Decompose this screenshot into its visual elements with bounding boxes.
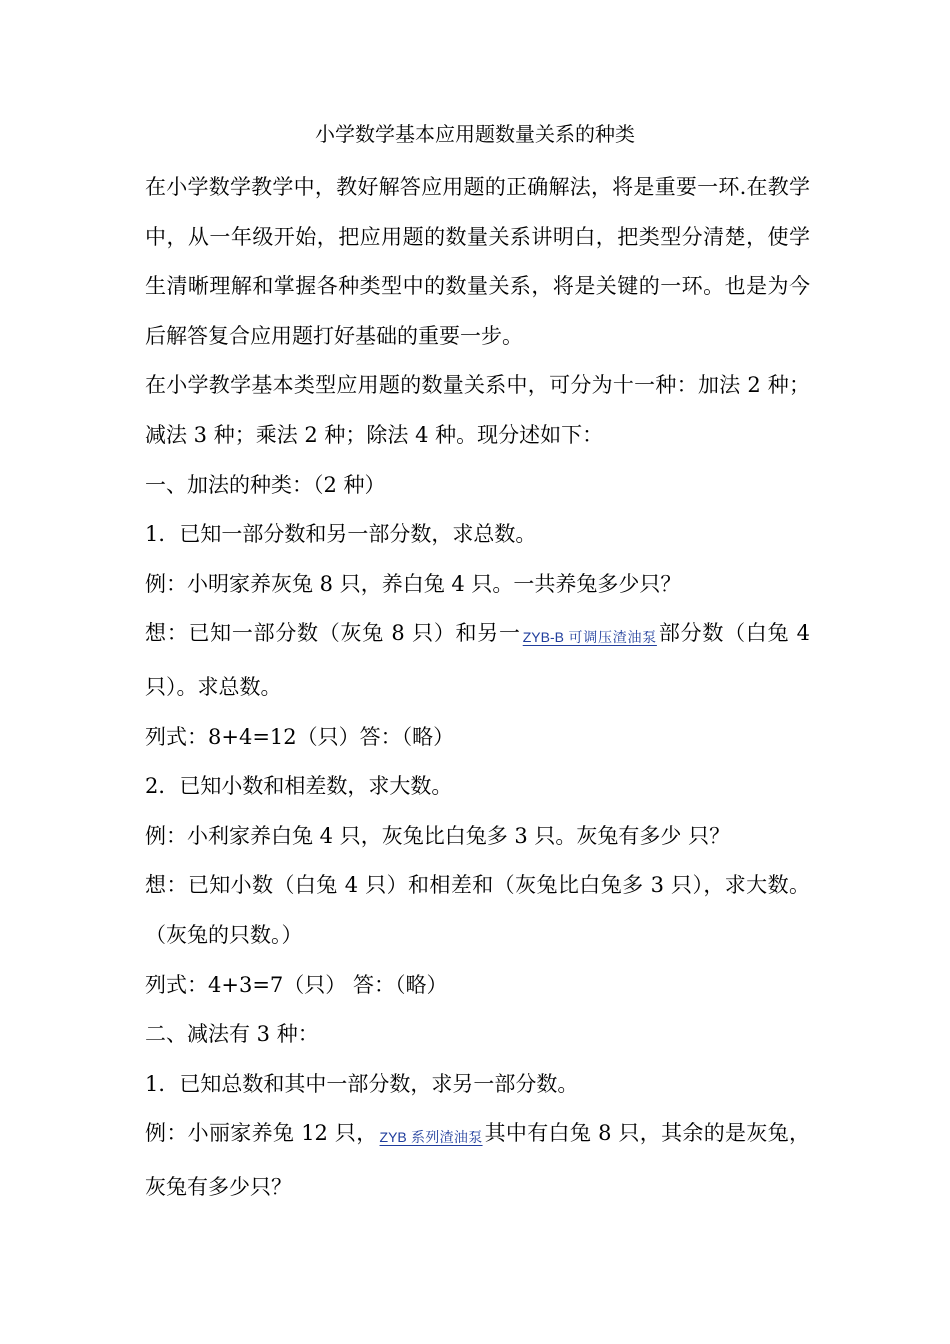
example-text-start: 例：小丽家养兔 12 只，	[145, 1121, 378, 1146]
addition-item-1-think	[145, 609, 810, 712]
intro-paragraph: 在小学数学教学中，教好解答应用题的正确解法，将是重要一环.在教学中，从一年级开始，把应用题的数量关系讲明白，把类型分清楚，使学生清晰理解和掌握各种类型中的数量关系，将是关键的一环。也是为今后解答复合应用题打好基础的重要一步。	[145, 175, 810, 348]
think-text-start: 想：已知一部分数（灰兔 8 只）和另一	[145, 621, 521, 646]
addition-item-2-title: 2．已知小数和相差数，求大数。	[145, 774, 453, 799]
page-title: 小学数学基本应用题数量关系的种类	[315, 122, 635, 146]
addition-item-1-formula: 列式：8+4=12（只）答：（略）	[145, 724, 455, 749]
pump-link-zyb-b[interactable]: ZYB-B 可调压渣油泵	[522, 629, 657, 646]
example-text-end: 其中有白兔 8 只，其余的是灰兔，灰兔有多少只？	[145, 1121, 810, 1199]
addition-item-1-example: 例：小明家养灰兔 8 只，养白兔 4 只。一共养兔多少只？	[145, 571, 682, 596]
addition-item-2-example: 例：小利家养白兔 4 只，灰兔比白兔多 3 只。灰兔有多少 只？	[145, 823, 731, 848]
addition-item-1-title: 1．已知一部分数和另一部分数，求总数。	[145, 522, 537, 547]
subtraction-item-1-example	[145, 1109, 810, 1212]
document-body	[145, 163, 810, 1212]
section-heading-subtraction: 二、减法有 3 种：	[145, 1022, 319, 1047]
addition-item-2-formula: 列式：4+3=7（只） 答：（略）	[145, 972, 448, 997]
section-heading-addition: 一、加法的种类：（2 种）	[145, 472, 386, 497]
subtraction-item-1-title: 1．已知总数和其中一部分数，求另一部分数。	[145, 1071, 579, 1096]
addition-item-2-think: 想：已知小数（白兔 4 只）和相差和（灰兔比白兔多 3 只），求大数。（灰兔的只数。）	[145, 873, 810, 947]
overview-paragraph: 在小学教学基本类型应用题的数量关系中，可分为十一种：加法 2 种；减法 3 种；乘法 2 种；除法 4 种。现分述如下：	[145, 373, 810, 447]
think-text-end: 部分数（白兔 4 只）。求总数。	[145, 621, 810, 699]
pump-link-zyb-series[interactable]: ZYB 系列渣油泵	[379, 1129, 483, 1146]
